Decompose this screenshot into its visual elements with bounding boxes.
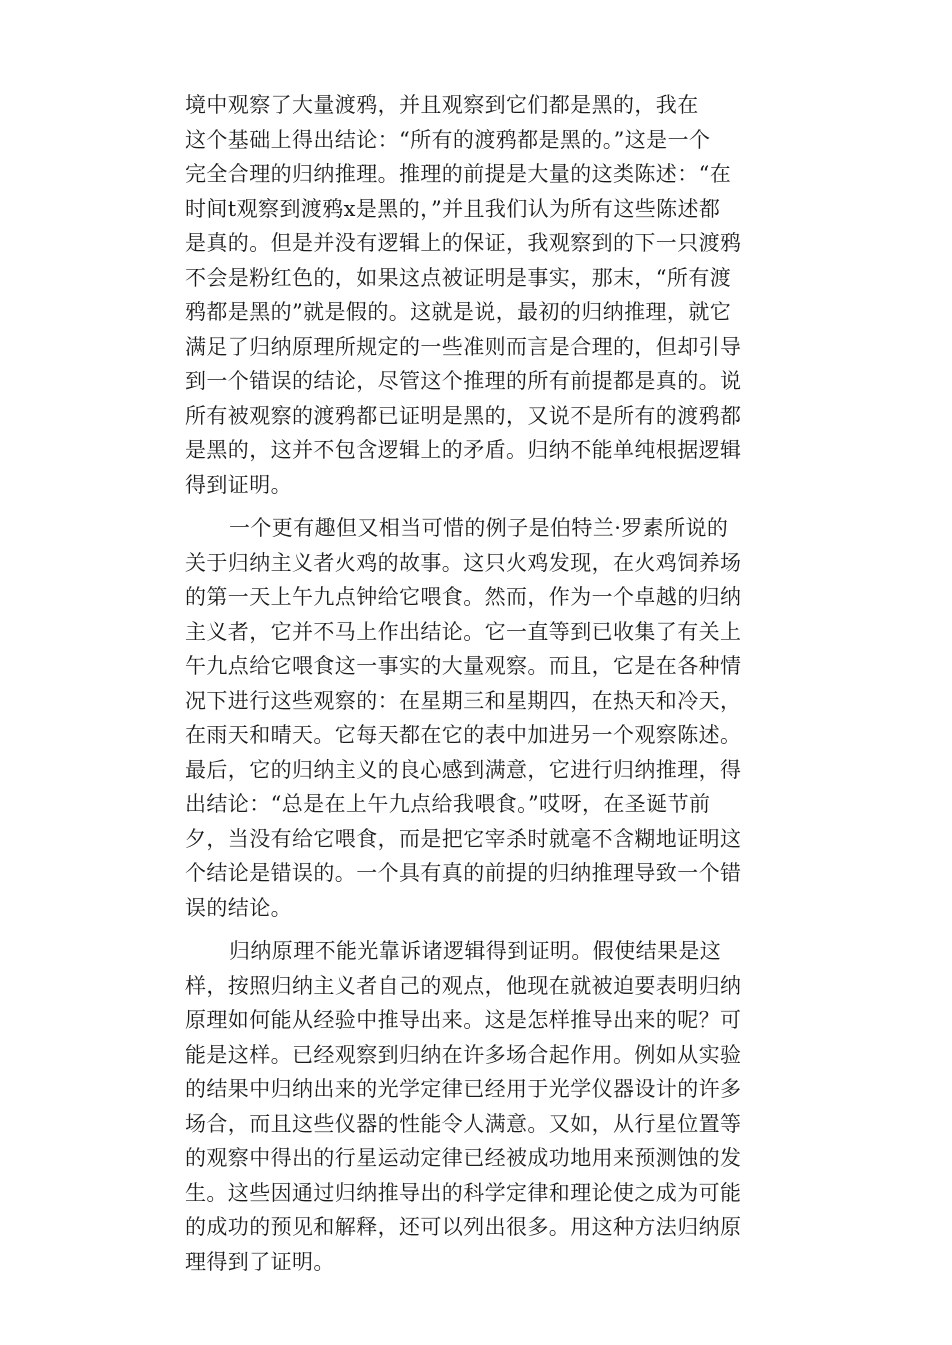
text-line: 误的结论。 <box>185 895 292 920</box>
text-line: 生。这些因通过归纳推导出的科学定律和理论使之成为可能 <box>185 1180 742 1205</box>
text-line: 的第一天上午九点钟给它喂食。然而，作为一个卓越的归纳 <box>185 585 742 609</box>
text-line: 午九点给它喂食这一事实的大量观察。而且，它是在各种情 <box>185 654 742 678</box>
text-line: 时间t观察到渡鸦x是黑的，”并且我们认为所有这些陈述都 <box>185 196 721 221</box>
text-line: 样，按照归纳主义者自己的观点，他现在就被迫要表明归纳 <box>185 973 742 998</box>
paragraph-turkey <box>185 511 767 925</box>
text-line: 这个基础上得出结论：“所有的渡鸦都是黑的。”这是一个 <box>185 127 711 152</box>
text-line: 场合，而且这些仪器的性能令人满意。又如，从行星位置等 <box>185 1111 742 1136</box>
text-line: 理得到了证明。 <box>185 1249 335 1274</box>
text-line: 关于归纳主义者火鸡的故事。这只火鸡发现，在火鸡饲养场 <box>185 550 742 575</box>
text-line: 的结果中归纳出来的光学定律已经用于光学仪器设计的许多 <box>185 1077 742 1101</box>
text-line: 最后，它的归纳主义的良心感到满意，它进行归纳推理，得 <box>185 757 742 782</box>
text-line: 所有被观察的渡鸦都已证明是黑的，又说不是所有的渡鸦都 <box>185 403 742 428</box>
body-text <box>185 88 767 1288</box>
text-line: 况下进行这些观察的：在星期三和星期四，在热天和冷天， <box>185 688 742 713</box>
text-line: 鸦都是黑的”就是假的。这就是说，最初的归纳推理，就它 <box>185 300 732 324</box>
text-line: 是黑的，这并不包含逻辑上的矛盾。归纳不能单纯根据逻辑 <box>185 438 742 462</box>
text-line: 出结论：“总是在上午九点给我喂食。”哎呀，在圣诞节前 <box>185 792 711 816</box>
text-line: 满足了归纳原理所规定的一些准则而言是合理的，但却引导 <box>185 334 742 359</box>
text-line: 的观察中得出的行星运动定律已经被成功地用来预测蚀的发 <box>185 1146 742 1170</box>
text-line: 得到证明。 <box>185 472 292 497</box>
text-line: 完全合理的归纳推理。推理的前提是大量的这类陈述：“在 <box>185 162 732 186</box>
text-line: 归纳原理不能光靠诉诸逻辑得到证明。假使结果是这 <box>229 939 722 963</box>
text-line: 主义者，它并不马上作出结论。它一直等到已收集了有关上 <box>185 619 742 644</box>
text-line: 境中观察了大量渡鸦，并且观察到它们都是黑的，我在 <box>185 93 699 117</box>
text-line: 在雨天和晴天。它每天都在它的表中加进另一个观察陈述。 <box>185 723 742 747</box>
text-line: 是真的。但是并没有逻辑上的保证，我观察到的下一只渡鸦 <box>185 231 742 255</box>
text-line: 到一个错误的结论，尽管这个推理的所有前提都是真的。说 <box>185 369 742 393</box>
text-line: 的成功的预见和解释，还可以列出很多。用这种方法归纳原 <box>185 1215 742 1239</box>
text-line: 夕，当没有给它喂食，而是把它宰杀时就毫不含糊地证明这 <box>185 826 742 851</box>
text-line: 不会是粉红色的，如果这点被证明是事实，那末，“所有渡 <box>185 265 732 290</box>
text-line: 一个更有趣但又相当可惜的例子是伯特兰·罗素所说的 <box>229 516 729 540</box>
text-line: 能是这样。已经观察到归纳在许多场合起作用。例如从实验 <box>185 1042 742 1067</box>
paragraph-ravens <box>185 88 767 502</box>
text-line: 个结论是错误的。一个具有真的前提的归纳推理导致一个错 <box>185 861 742 885</box>
text-line: 原理如何能从经验中推导出来。这是怎样推导出来的呢？可 <box>185 1008 742 1032</box>
paragraph-justification <box>185 934 767 1279</box>
